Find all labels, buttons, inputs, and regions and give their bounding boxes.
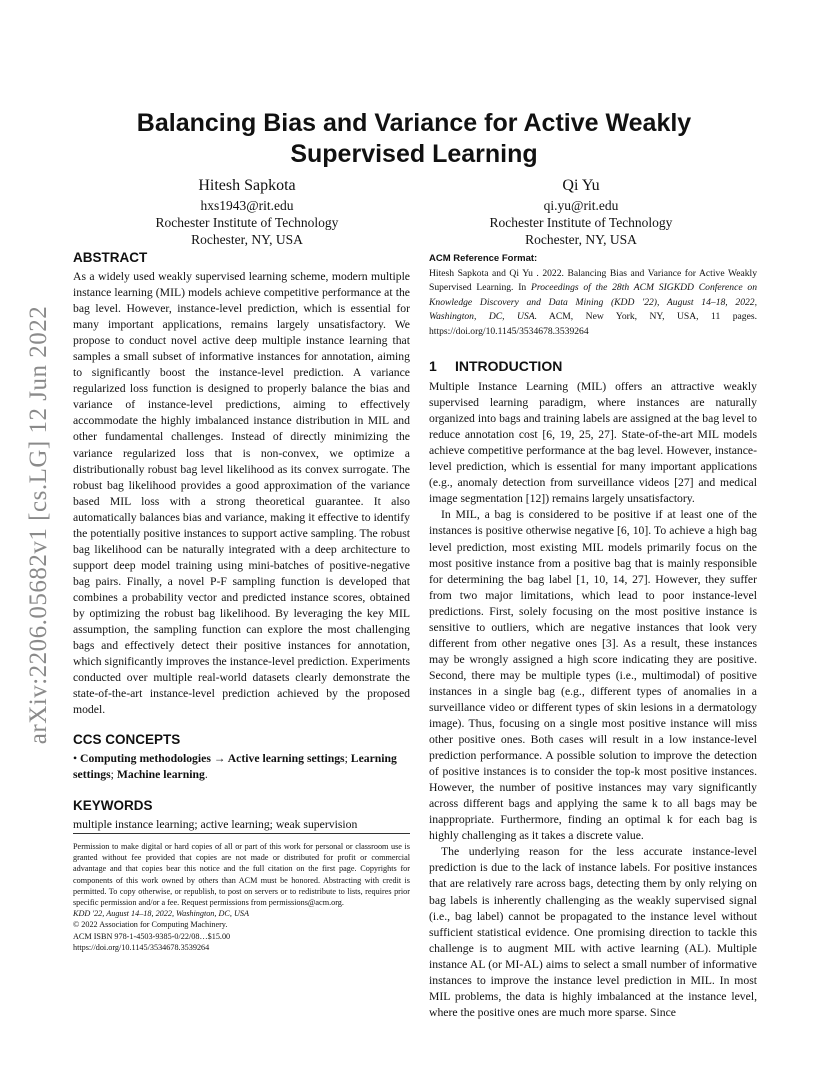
author-block-1 xyxy=(102,176,392,248)
author-block-2 xyxy=(436,176,726,248)
ccs-end: . xyxy=(204,768,208,782)
section-number: 1 xyxy=(429,358,437,375)
author-email: qi.yu@rit.edu xyxy=(543,198,619,213)
ccs-item-learning-settings: Learning settings xyxy=(73,752,397,782)
paper-title: Balancing Bias and Variance for Active Weakly Supervised Learning xyxy=(136,109,692,168)
introduction-heading xyxy=(429,358,757,374)
ccs-concepts-text xyxy=(73,751,410,783)
author-location: Rochester, NY, USA xyxy=(191,232,303,247)
author-name: Qi Yu xyxy=(562,177,600,194)
ccs-bullet: • xyxy=(73,752,78,766)
ccs-separator: ; xyxy=(344,752,351,766)
abstract-heading: ABSTRACT xyxy=(73,250,148,265)
section-title: INTRODUCTION xyxy=(455,358,563,375)
intro-paragraph-2: In MIL, a bag is considered to be positive if at least one of the instances is positive otherwise negative [6, 10]. To achieve a high bag level prediction, most existing MIL models primarily focus on the most positive instance from a positive bag that is mainly responsible for determining the bag label [1, 10, 14, 27]. However, they suffer from two major limitations, which lead to poor instance-level predictions. First, solely focusing on the most positive instance is sensitive to outliers, which are negative instances that look very different from other negative ones [3]. As a result, these instances may be wrongly assigned a high score indicating they are positive. Second, there may be multiple types (i.e., multimodal) of positive instances in a single bag (e.g., different types of anomalies in a surveillance video or different types of skin lesions in a dermatology image). Thus, focusing on a single most positive instance will miss other positive ones. Both cases will result in a low instance-level prediction performance. A possible solution to improve the detection of positive instances is to consider the top-k most positive instances. However, the number of positive instances may vary significantly across different bags and applying the same k to all bags may be inappropriate. Furthermore, finding an optimal k for each bag is highly challenging as it takes a discrete value. xyxy=(429,508,757,843)
right-column xyxy=(429,253,757,1021)
abstract-text: As a widely used weakly supervised learning scheme, modern multiple instance learning (MIL) models achieve competitive performance at the bag level. However, instance-level prediction, which is essential for many important applications, remains largely unsatisfactory. We propose to conduct novel active deep multiple instance learning that samples a small subset of informative instances for annotation, aiming to significantly boost the instance-level prediction. A variance regularized loss function is designed to properly balance the bias and variance of instance-level predictions, aiming to effectively accommodate the highly imbalanced instance distribution in MIL and other fundamental challenges. Instead of directly minimizing the variance regularized loss that is non-convex, we optimize a distributionally robust bag level likelihood as its convex surrogate. The robust bag likelihood provides a good approximation of the variance based MIL loss with a strong theoretical guarantee. It also automatically balances bias and variance, making it effective to identify the potentially positive instances to support active sampling. The robust bag likelihood can be naturally integrated with a deep architecture to support deep model training using mini-batches of positive-negative bag pairs. Finally, a novel P-F sampling function is developed that combines a probability vector and predicted instance scores, obtained by optimizing the robust bag likelihood. By leveraging the key MIL assumption, the sampling function can explore the most challenging bags and effectively detect their positive instances for annotation, which significantly improves the instance-level prediction. Experiments conducted over multiple real-world datasets clearly demonstrate the state-of-the-art instance-level prediction achieved by the proposed model. xyxy=(73,270,410,717)
permission-notice: Permission to make digital or hard copies of all or part of this work for personal or classroom use is granted without fee provided that copies are not made or distributed for profit or commercial advantage and that copies bear this notice and the full citation on the first page. Copyrights for components of this work owned by others than ACM must be honored. Abstracting with credit is permitted. To copy otherwise, or republish, to post on servers or to redistribute to lists, requires prior specific permission and/or a fee. Request permissions from permissions@acm.org. xyxy=(73,842,410,908)
acm-reference-text xyxy=(429,267,757,339)
author-email: hxs1943@rit.edu xyxy=(200,198,294,213)
arxiv-identifier-stamp xyxy=(14,290,64,760)
author-affiliation: Rochester Institute of Technology xyxy=(155,215,339,230)
conference-venue: KDD '22, August 14–18, 2022, Washington, DC, USA xyxy=(73,909,249,919)
intro-paragraph-3: The underlying reason for the less accurate instance-level prediction is due to the lack of instance labels. For positive instances that are relatively rare across bags, detecting them by only relying on bag labels is inherently challenging as the weakly supervised signal (i.e., bag label) cannot be propagated to the instance level without sufficient statistical evidence. One promising direction to tackle this challenge is to augment MIL with active learning (AL). Multiple instance AL (or MI-AL) aims to select a small number of informative instances to improve the instance level prediction in MIL. In most MIL problems, the data is highly imbalanced at the instance level, where the positive ones are much more sparse. Since xyxy=(429,845,757,1019)
author-affiliation: Rochester Institute of Technology xyxy=(489,215,673,230)
copyright-holder: © 2022 Association for Computing Machinery. xyxy=(73,920,228,930)
reference-proceedings: Proceedings of the 28th ACM SIGKDD Conference on Knowledge Discovery and Data Mining (KDD '22), August 14–18, 2022, Washington, DC, USA. xyxy=(429,282,757,323)
intro-paragraph-1: Multiple Instance Learning (MIL) offers an attractive weakly supervised learning paradigm, where instances are naturally organized into bags and training labels are assigned at the bag level to reduce annotation cost [6, 19, 25, 27]. State-of-the-art MIL models achieve competitive performance at the bag level. However, instance-level prediction, which is essential for many important applications (e.g., anomaly detection from surveillance videos [27] and medical image segmentation [12]) remains largely unsatisfactory. xyxy=(429,380,757,506)
author-location: Rochester, NY, USA xyxy=(525,232,637,247)
author-name: Hitesh Sapkota xyxy=(198,177,296,194)
copyright-footnote xyxy=(73,833,410,953)
ccs-heading: CCS CONCEPTS xyxy=(73,732,181,748)
keywords-text: multiple instance learning; active learning; weak supervision xyxy=(73,818,358,832)
arxiv-identifier-text: arXiv:2206.05682v1 [cs.LG] 12 Jun 2022 xyxy=(25,305,52,745)
reference-publisher-doi: ACM, New York, NY, USA, 11 pages. https://doi.org/10.1145/3534678.3539264 xyxy=(429,311,757,337)
doi-link[interactable]: https://doi.org/10.1145/3534678.3539264 xyxy=(73,942,210,952)
keywords-heading: KEYWORDS xyxy=(73,798,153,814)
ccs-item-machine-learning: Machine learning xyxy=(116,768,205,782)
reference-authors-title: Hitesh Sapkota and Qi Yu . 2022. Balancing Bias and Variance for Active Weakly Supervised Learning. In xyxy=(429,268,757,294)
isbn-line: ACM ISBN 978-1-4503-9385-0/22/08…$15.00 xyxy=(73,931,231,941)
acm-reference-heading: ACM Reference Format: xyxy=(429,253,538,264)
ccs-separator: ; xyxy=(110,768,117,782)
ccs-path: Computing methodologies → Active learning settings xyxy=(80,752,345,766)
left-column xyxy=(73,250,410,833)
